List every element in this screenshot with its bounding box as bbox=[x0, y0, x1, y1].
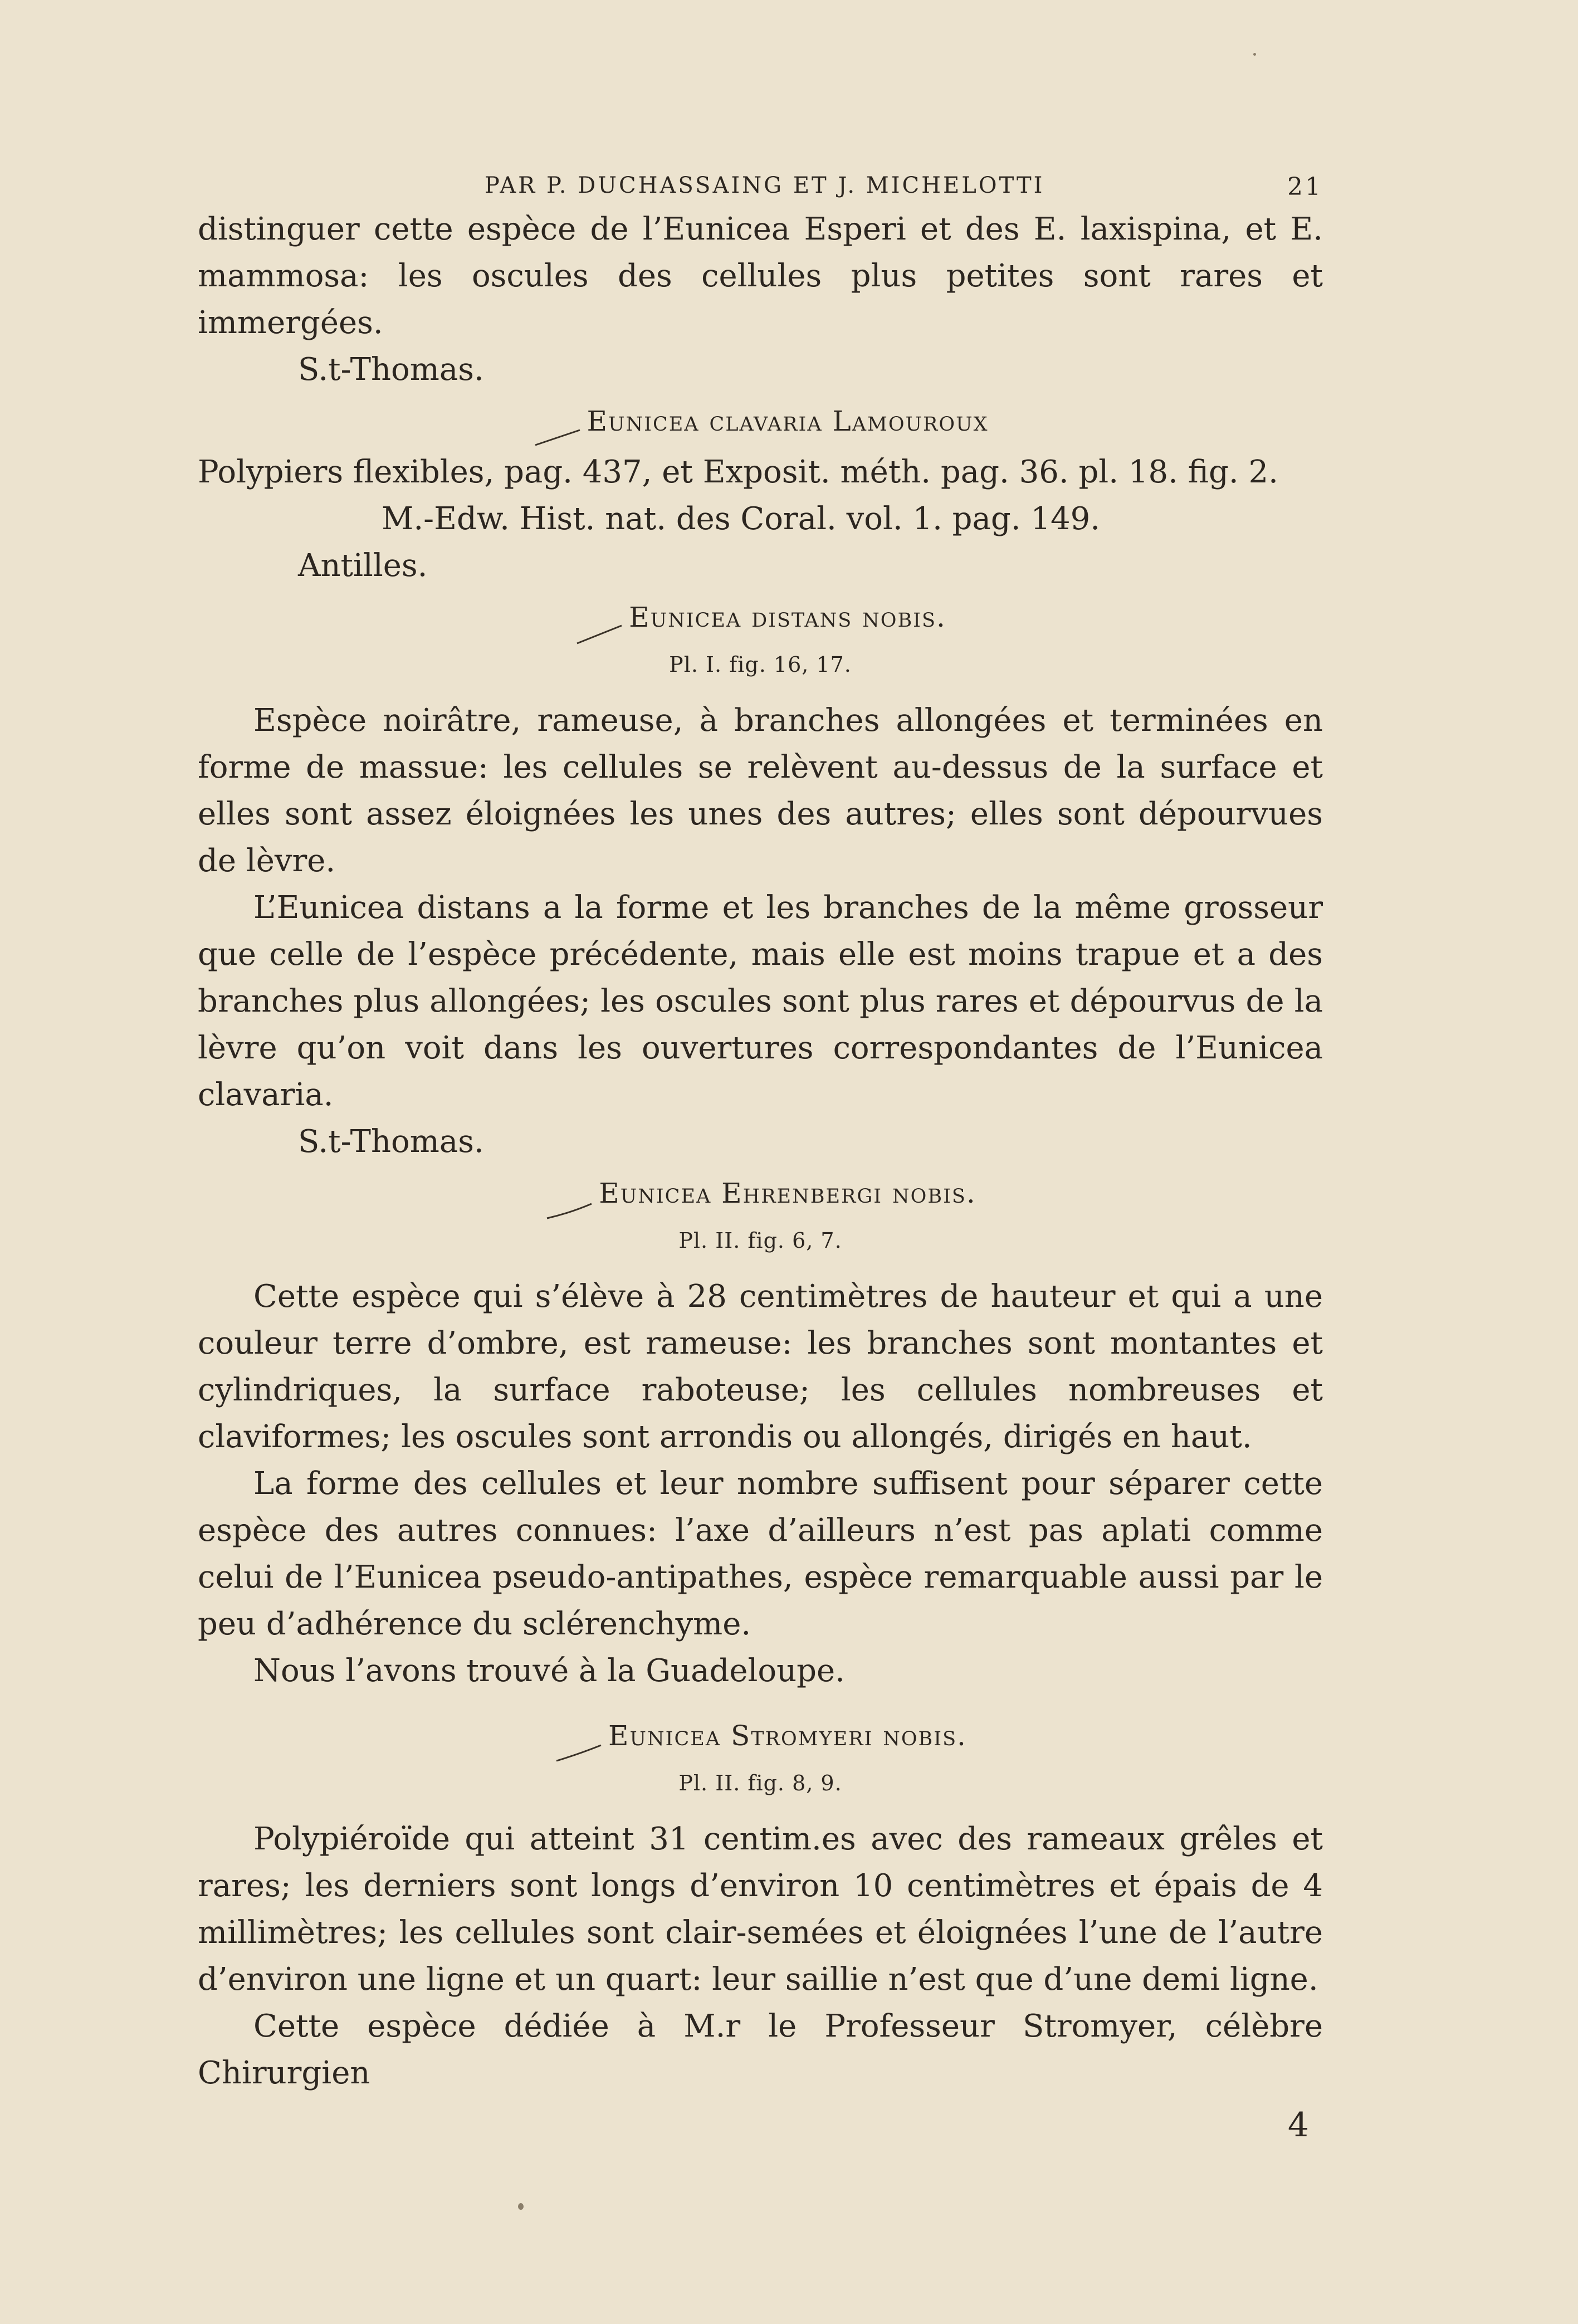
paper-speck bbox=[518, 2203, 524, 2210]
signature-mark: 4 bbox=[1287, 2106, 1309, 2145]
plate-reference: Pl. II. fig. 8, 9. bbox=[678, 1771, 842, 1795]
paragraph: Nous l’avons trouvé à la Guadeloupe. bbox=[253, 1653, 845, 1689]
species-title: Eunicea Stromyeri nobis. bbox=[608, 1720, 967, 1752]
species-heading bbox=[198, 589, 1323, 645]
species-title: Eunicea distans nobis. bbox=[629, 601, 946, 633]
paragraph: Espèce noirâtre, rameuse, à branches allongées et terminées en forme de massue: les cellules se relèvent au-dessus de la surface et elles sont assez éloignées les unes des autres; elles sont dépourvues de lèvre. bbox=[198, 702, 1323, 879]
paragraph: La forme des cellules et leur nombre suffisent pour séparer cette espèce des autres connues: l’axe d’ailleurs n’est pas aplati comme celui de l’Eunicea pseudo-antipathes, espèce remarquable aussi par le peu d’adhérence du sclérenchyme. bbox=[198, 1466, 1323, 1642]
species-heading bbox=[198, 1708, 1323, 1764]
page-number: 21 bbox=[1287, 173, 1323, 201]
paragraph: Cette espèce dédiée à M.r le Professeur Stromyer, célèbre Chirurgien bbox=[198, 2008, 1323, 2091]
locality: S.t-Thomas. bbox=[298, 1124, 484, 1160]
paragraph: Cette espèce qui s’élève à 28 centimètres de hauteur et qui a une couleur terre d’ombre, est rameuse: les branches sont montantes et cylindriques, la surface raboteuse; les cellules nombreuses et claviformes; les oscules sont arrondis ou allongés, dirigés en haut. bbox=[198, 1278, 1323, 1455]
plate-reference: Pl. II. fig. 6, 7. bbox=[678, 1228, 842, 1253]
check-mark-icon bbox=[554, 1727, 604, 1749]
species-title: Eunicea Ehrenbergi nobis. bbox=[599, 1177, 976, 1209]
locality: Antilles. bbox=[298, 548, 428, 584]
running-header bbox=[198, 162, 1323, 206]
paragraph: Polypiéroïde qui atteint 31 centim.es avec des rameaux grêles et rares; les derniers sont longs d’environ 10 centimètres et épais de 4 millimètres; les cellules sont clair-semées et éloignées l’une de l’autre d’environ une ligne et un quart: leur saillie n’est que d’une demi ligne. bbox=[198, 1821, 1323, 1998]
paragraph: L’Eunicea distans a la forme et les branches de la même grosseur que celle de l’espèce précédente, mais elle est moins trapue et a des branches plus allongées; les oscules sont plus rares et dépourvus de la lèvre qu’on voit dans les ouvertures correspondantes de l’Eunicea clavaria. bbox=[198, 890, 1323, 1113]
species-title: Eunicea clavaria Lamouroux bbox=[587, 405, 989, 437]
running-title: PAR P. DUCHASSAING ET J. MICHELOTTI bbox=[485, 173, 1045, 198]
reference-line: M.-Edw. Hist. nat. des Coral. vol. 1. pag. 149. bbox=[382, 501, 1101, 537]
paper-speck bbox=[1253, 53, 1256, 56]
species-heading bbox=[198, 1165, 1323, 1221]
paragraph: distinguer cette espèce de l’Eunicea Esperi et des E. laxispina, et E. mammosa: les oscules des cellules plus petites sont rares et immergées. bbox=[198, 211, 1323, 341]
species-heading bbox=[198, 393, 1323, 449]
check-mark-icon bbox=[544, 1184, 594, 1207]
reference-line: Polypiers flexibles, pag. 437, et Exposit. méth. pag. 36. pl. 18. fig. 2. bbox=[198, 454, 1278, 490]
plate-reference: Pl. I. fig. 16, 17. bbox=[669, 652, 852, 677]
page-content bbox=[198, 162, 1323, 2145]
locality: S.t-Thomas. bbox=[298, 351, 484, 388]
check-mark-icon bbox=[532, 412, 583, 434]
check-mark-icon bbox=[574, 608, 624, 631]
